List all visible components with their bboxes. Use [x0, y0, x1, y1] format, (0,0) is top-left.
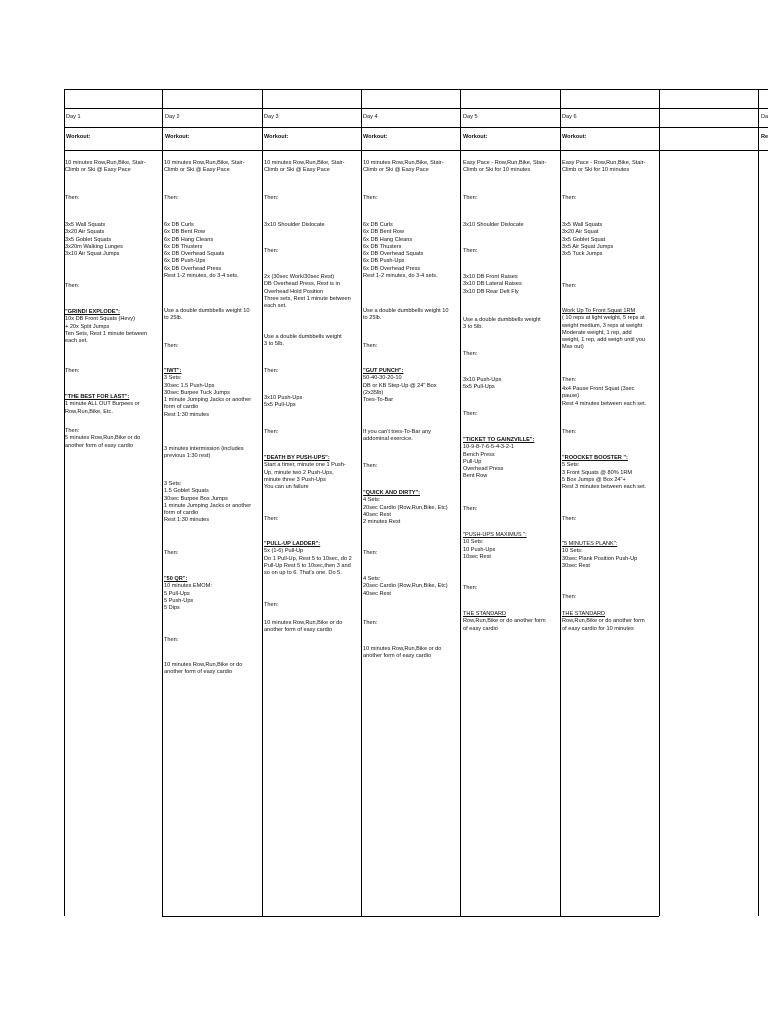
day-1-header: Day 1	[66, 114, 81, 120]
day1-then: Then:	[65, 195, 80, 201]
day4-note: Use a double dumbbells weight 10 to 25lb.	[363, 308, 449, 322]
day3-then: Then:	[264, 248, 279, 254]
day5-then: Then:	[463, 351, 478, 357]
day3-strength: 3x10 Shoulder Dislocate	[264, 222, 325, 228]
day5-then: Then:	[463, 248, 478, 254]
day-6-header: Day 6	[562, 114, 577, 120]
day3-then: Then:	[264, 195, 279, 201]
workout-label: Workout:	[165, 134, 190, 140]
column-border	[361, 89, 362, 916]
column-border	[162, 89, 163, 916]
day5-then: Then:	[463, 411, 478, 417]
day2-wod2: 3 Sets: 1.5 Goblet Squats 30sec Burpee Box Jumps 1 minute Jumping Jacks or another form of cardio Rest 1:30 minutes	[164, 481, 252, 524]
day2-warmup: 10 minutes Row,Run,Bike, Stair- Climb or Ski @ Easy Pace	[164, 160, 245, 174]
day3-then: Then:	[264, 602, 279, 608]
day6-wod: Work Up To Front Squat 1RM ( 10 reps at light weight, 5 reps at weight medium, 3 reps at weight Moderate weight, 1 rep, add weight, 1 rep, add weigh until you Max out)	[562, 308, 646, 351]
day2-then: Then:	[164, 550, 179, 556]
day4-warmup: 10 minutes Row,Run,Bike, Stair- Climb or Ski @ Easy Pace	[363, 160, 444, 174]
day4-then: Then:	[363, 550, 378, 556]
day-5-header: Day 5	[463, 114, 478, 120]
day6-wod2: "ROOCKET BOOSTER ": 5 Sets: 3 Front Squats @ 80% 1RM 5 Box Jumps @ Box 24"+ Rest 3 minutes between each set.	[562, 455, 647, 491]
day2-cooldown: 10 minutes Row,Run,Bike or do another form of easy cardio	[164, 662, 243, 676]
day5-warmup: Easy Pace - Row,Run,Bike, Stair- Climb or Ski for 10 minutes	[463, 160, 547, 174]
day5-pull: 3x10 Push-Ups 5x5 Pull-Ups	[463, 377, 502, 391]
day3-pull: 3x10 Push-Ups 5x5 Pull-Ups	[264, 395, 303, 409]
day4-then: Then:	[363, 195, 378, 201]
day2-then: Then:	[164, 637, 179, 643]
day5-raises: 3x10 DB Front Raises 3x10 DB Lateral Raises 3x10 DB Rear Delt Fly	[463, 274, 522, 295]
day2-then: Then:	[164, 195, 179, 201]
day1-then: Then:	[65, 283, 80, 289]
day2-intermission: 3 minutes intermission (includes previous 1:30 rest)	[164, 446, 244, 460]
day4-then: Then:	[363, 343, 378, 349]
day3-wod2: "PULL-UP LADDER": 5x (1-6) Pull-Up Do 1 Pull-Up, Rest 5 to 10sec, do 2 Pull-Up Rest 5 to 10sec,then 3 and so on up to 6. That's one. Do 5.	[264, 541, 352, 577]
day-row-border	[64, 127, 768, 128]
day2-then: Then:	[164, 343, 179, 349]
day3-wod: "DEATH BY PUSH-UPS": Start a timer, minute one 1 Push- Up, minute two 2 Push-Ups, minute three 3 Push-Ups You can un failure	[264, 455, 346, 491]
day3-then: Then:	[264, 516, 279, 522]
day-2-header: Day 2	[165, 114, 180, 120]
day3-then: Then:	[264, 429, 279, 435]
day4-strength: 6x DB Curls 6x DB Bent Row 6x DB Hang Cleans 6x DB Thusters 6x DB Overhead Squats 6x DB Push-Ups 6x DB Overhead Press Rest 1-2 minutes, do 3-4 sets.	[363, 222, 438, 280]
day3-note: Use a double dumbbells weight 3 to 5lb.	[264, 334, 342, 348]
day2-note: Use a double dumbbells weight 10 to 25lb.	[164, 308, 250, 322]
workout-label: Workout:	[363, 134, 388, 140]
day1-wod2: "THE BEST FOR LAST": 1 minute ALL OUT Burpees or Row,Run,Bike, Etc.	[65, 394, 140, 415]
day3-warmup: 10 minutes Row,Run,Bike, Stair- Climb or Ski @ Easy Pace	[264, 160, 345, 174]
day6-then: Then:	[562, 516, 577, 522]
workout-label-cut: Re	[761, 134, 768, 140]
day-3-header: Day 3	[264, 114, 279, 120]
day-4-header: Day 4	[363, 114, 378, 120]
day2-wod: "IWT": 3 Sets: 30sec 1.5 Push-Ups 30sec Burpee Tuck Jumps 1 minute Jumping Jacks or another form of cardio Rest 1:30 minutes	[164, 368, 252, 418]
day6-then: Then:	[562, 283, 577, 289]
column-border	[560, 89, 561, 916]
day6-standard: THE STANDARD Row,Run,Bike or do another form of easy cardio for 10 minutes	[562, 611, 645, 632]
day4-then: Then:	[363, 463, 378, 469]
day-7-header: Da	[761, 114, 768, 120]
column-border	[460, 89, 461, 916]
day1-then: Then:	[65, 368, 80, 374]
workout-label: Workout:	[66, 134, 91, 140]
day6-pause-squat: 4x4 Pause Front Squat (3sec pause) Rest 4 minutes between each set.	[562, 386, 647, 407]
day5-then: Then:	[463, 506, 478, 512]
day4-wod2: "QUICK AND DIRTY": 4 Sets: 20sec Cardio (Row,Run,Bike, Etc) 40sec Rest 2 minutes Rest	[363, 490, 448, 526]
day5-then: Then:	[463, 585, 478, 591]
day3-then: Then:	[264, 368, 279, 374]
day1-wod: "GRIND/ EXPLODE": 10x DB Front Squats (Hevy) + 20x Split Jumps Ten Sets, Rest 1 minute between each set.	[65, 309, 148, 345]
day6-strength: 3x5 Wall Squats 3x20 Air Squat 3x5 Goblet Squat 3x5 Air Squat Jumps 3x5 Tuck Jumps	[562, 222, 614, 258]
day5-standard: THE STANDARD Row,Run,Bike or do another form of easy cardio	[463, 611, 546, 632]
column-border	[758, 89, 759, 916]
day4-wod3: 4 Sets: 20sec Cardio (Row,Run,Bike, Etc) 40sec Rest	[363, 576, 448, 597]
day4-cooldown: 10 minutes Row,Run,Bike or do another form of easy cardio	[363, 646, 442, 660]
day1-strength: 3x5 Wall Squats 3x20 Air Squats 3x5 Goblet Squats 3x20m Walking Lunges 3x10 Air Squat Jumps	[65, 222, 123, 258]
day5-then: Then:	[463, 195, 478, 201]
day4-alternative: If you can't toes-To-Bar any addominal exercice.	[363, 429, 431, 443]
day1-warmup: 10 minutes Row,Run,Bike, Stair- Climb or Ski @ Easy Pace	[65, 160, 146, 174]
day1-cooldown: Then: 5 minutes Row,Run,Bike or do another form of easy cardio	[65, 428, 141, 449]
day6-then: Then:	[562, 429, 577, 435]
day4-then: Then:	[363, 620, 378, 626]
day6-wod3: "5 MINUTES PLANK": 10 Sets: 30sec Plank Position Push-Up 30sec Rest	[562, 541, 638, 569]
column-border	[64, 89, 65, 916]
day6-then: Then:	[562, 594, 577, 600]
day2-strength: 6x DB Curls 6x DB Bent Row 6x DB Hang Cleans 6x DB Thusters 6x DB Overhead Squats 6x DB Push-Ups 6x DB Overhead Press Rest 1-2 minutes, do 3-4 sets.	[164, 222, 239, 280]
workout-label: Workout:	[463, 134, 488, 140]
day3-hold: 2x (30sec Work/30sec Rest) DB Overhead Press, Rest is in Overhead Hold Position Three sets, Rest 1 minute between each set.	[264, 274, 351, 310]
table-top-border	[64, 89, 768, 90]
column-border	[659, 89, 660, 916]
day5-wod2: "PUSH-UPS MAXIMUS ": 10 Sets: 10 Push-Ups 10sec Rest	[463, 532, 527, 560]
header-row-border	[64, 108, 768, 109]
day2-wod3: "50 QR": 10 minutes EMOM: 5 Pull-Ups 5 Push-Ups 5 Dips	[164, 576, 212, 612]
workout-label: Workout:	[264, 134, 289, 140]
column-border	[262, 89, 263, 916]
day3-cooldown: 10 minutes Row,Run,Bike or do another form of easy cardio	[264, 620, 343, 634]
day6-then: Then:	[562, 377, 577, 383]
workout-row-border	[64, 150, 768, 151]
table-bottom-border	[162, 916, 659, 917]
day5-wod: "TICKET TO GAINZVILLE": 10-9-8-7-6-5-4-3-2-1 Bench Press Pull-Up Overhead Press Bent Row	[463, 437, 535, 480]
workout-label: Workout:	[562, 134, 587, 140]
day5-note: Use a double dumbbells weight 3 to 5lb.	[463, 317, 541, 331]
day6-then: Then:	[562, 195, 577, 201]
day4-wod: "GUT PUNCH": 50-40-30-20-10 DB or KB Step-Up @ 24" Box (2x35lb) Toes-To-Bar	[363, 368, 437, 404]
day5-strength: 3x10 Shoulder Dislocate	[463, 222, 524, 228]
day6-warmup: Easy Pace - Row,Run,Bike, Stair- Climb or Ski for 10 minutes	[562, 160, 646, 174]
